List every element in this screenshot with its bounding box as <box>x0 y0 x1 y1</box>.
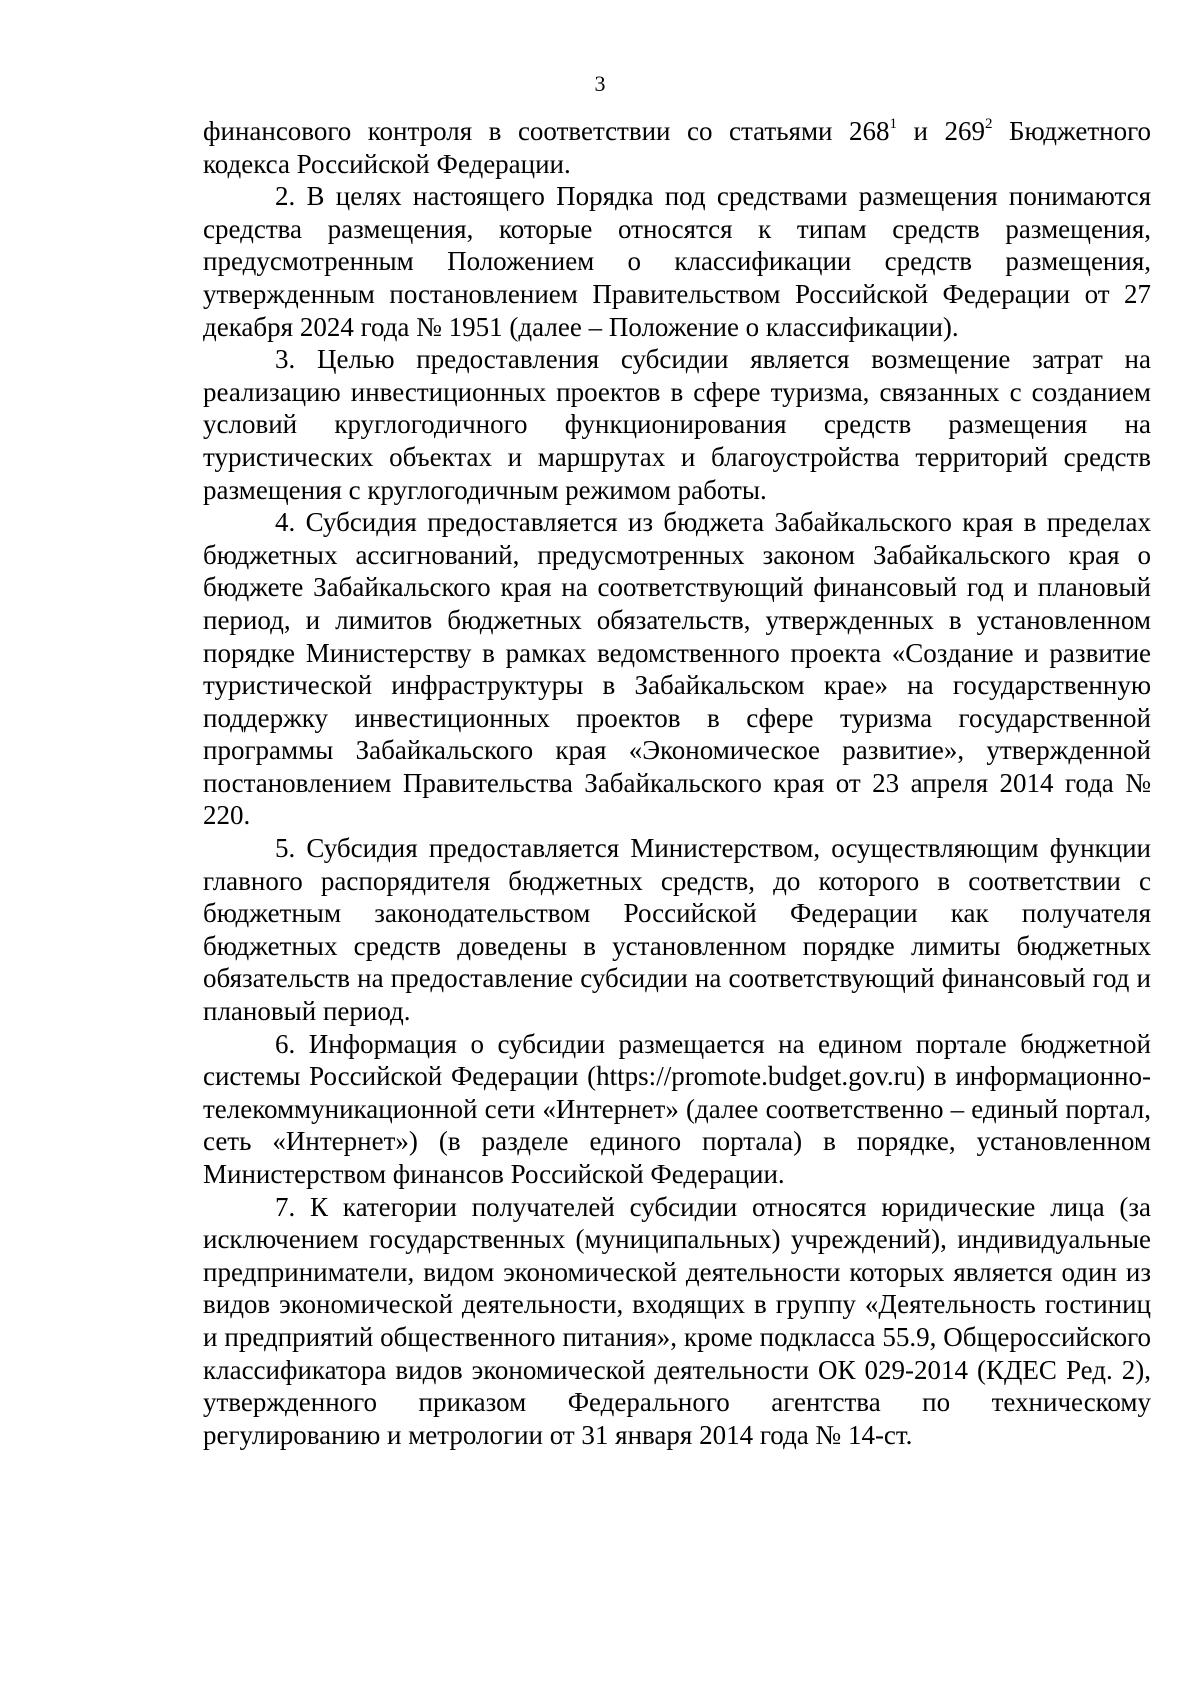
paragraph-3: 3. Целью предоставления субсидии является возмещение затрат на реализацию инвестиционных проектов в сфере туризма, связанных с созданием условий круглогодичного функционирования средств размещения на туристических объектах и маршрутах и благоустройства территорий средств размещения с круглогодичным режимом работы. <box>203 344 1151 505</box>
paragraph-1-continuation <box>203 115 1151 180</box>
footnote-superscript-1: 1 <box>889 116 897 132</box>
paragraph-4: 4. Субсидия предоставляется из бюджета Забайкальского края в пределах бюджетных ассигнований, предусмотренных законом Забайкальского края о бюджете Забайкальского края на соответствующий финансовый год и плановый период, и лимитов бюджетных обязательств, утвержденных в установленном порядке Министерству в рамках ведомственного проекта «Создание и развитие туристической инфраструктуры в Забайкальском крае» на государственную поддержку инвестиционных проектов в сфере туризма государственной программы Забайкальского края «Экономическое развитие», утвержденной постановлением Правительства Забайкальского края от 23 апреля 2014 года № 220. <box>203 507 1151 831</box>
footnote-superscript-2: 2 <box>984 116 993 132</box>
paragraph-2: 2. В целях настоящего Порядка под средствами размещения понимаются средства размещения, которые относятся к типам средств размещения, предусмотренным Положением о классификации средств размещения, утвержденным постановлением Правительством Российской Федерации от 27 декабря 2024 года № 1951 (далее – Положение о классификации). <box>203 181 1151 342</box>
paragraph-5: 5. Субсидия предоставляется Министерством, осуществляющим функции главного распорядителя бюджетных средств, до которого в соответствии с бюджетным законодательством Российской Федерации как получателя бюджетных средств доведены в установленном порядке лимиты бюджетных обязательств на предоставление субсидии на соответствующий финансовый год и плановый период. <box>203 833 1151 1027</box>
paragraph-1-text-c: Бюджетного кодекса Российской Федерации. <box>203 116 1151 179</box>
paragraph-1-text-a: финансового контроля в соответствии со статьями 268 <box>203 116 890 146</box>
paragraph-7: 7. К категории получателей субсидии относятся юридические лица (за исключением государственных (муниципальных) учреждений), индивидуальные предприниматели, видом экономической деятельности которых является один из видов экономической деятельности, входящих в группу «Деятельность гостиниц и предприятий общественного питания», кроме подкласса 55.9, Общероссийского классификатора видов экономической деятельности ОК 029-2014 (КДЕС Ред. 2), утвержденного приказом Федерального агентства по техническому регулированию и метрологии от 31 января 2014 года № 14-ст. <box>203 1191 1151 1450</box>
page-number: 3 <box>594 71 606 96</box>
document-body <box>203 115 1151 1451</box>
paragraph-6: 6. Информация о субсидии размещается на едином портале бюджетной системы Российской Федерации (https://promote.budget.gov.ru) в информационно-телекоммуникационной сети «Интернет» (далее соответственно – единый портал, сеть «Интернет») (в разделе единого портала) в порядке, установленном Министерством финансов Российской Федерации. <box>203 1028 1151 1189</box>
paragraph-1-text-b: и 269 <box>897 116 985 146</box>
